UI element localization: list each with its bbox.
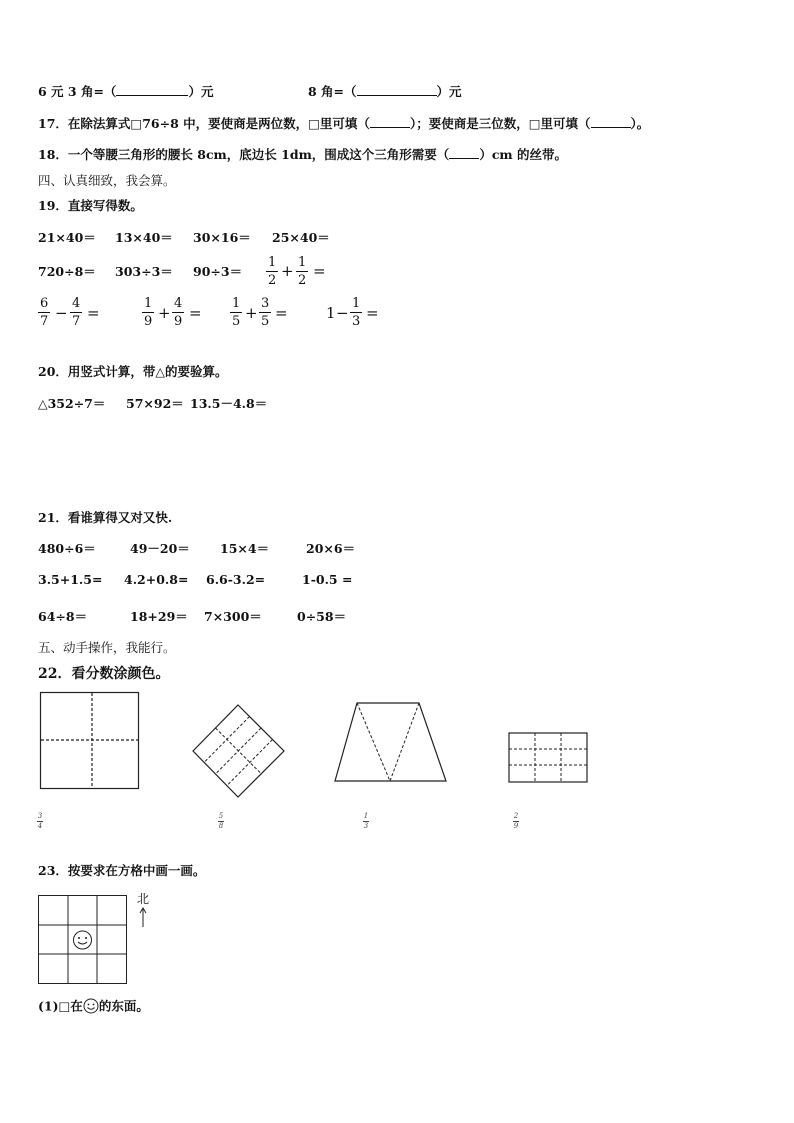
calc-item: 4.2+0.8= [124, 572, 189, 587]
calc-item: 6.6-3.2= [206, 572, 266, 587]
smiley-face-icon [74, 931, 92, 949]
equals: = [313, 262, 326, 280]
answer-blank[interactable] [370, 117, 410, 128]
equals: = [275, 304, 288, 322]
question-17: 17．在除法算式□76÷8 中，要使商是两位数，□里可填（ ）；要使商是三位数，□里可填（ ）。 [38, 116, 650, 131]
operator: + [158, 304, 171, 322]
calc-item: 30×16＝ [193, 230, 251, 245]
question-23-title: 23．按要求在方格中画一画。 [38, 863, 206, 878]
north-label: 北 [137, 892, 150, 906]
trapezoid-thirds-shape[interactable] [333, 701, 453, 781]
operator: + [281, 262, 294, 280]
fraction: 3 5 [261, 296, 270, 329]
calc-item: 303÷3＝ [115, 264, 173, 279]
fraction: 1 3 [352, 296, 361, 329]
north-arrow-icon [138, 906, 148, 928]
square-quarters-shape[interactable] [40, 692, 140, 792]
calc-item: 480÷6＝ [38, 541, 96, 556]
fraction-label: 5 8 [218, 812, 224, 830]
equals: = [366, 304, 379, 322]
calc-item: 0÷58＝ [297, 609, 347, 624]
question-20-title: 20．用竖式计算，带△的要验算。 [38, 364, 228, 379]
calc-item: 3.5+1.5= [38, 572, 103, 587]
fraction-label: 3 4 [37, 812, 43, 830]
answer-blank[interactable] [449, 148, 479, 159]
rectangle-ninths-shape[interactable] [508, 732, 590, 784]
smiley-face-icon [83, 998, 99, 1014]
calc-item: 20×6＝ [306, 541, 356, 556]
money-question-b: 8 角=（ ）元 [308, 84, 462, 99]
calc-item: 7×300＝ [204, 609, 262, 624]
calc-item: 720÷8＝ [38, 264, 96, 279]
calc-item: 49－20＝ [130, 541, 190, 556]
operator: − [336, 304, 349, 322]
section-heading-4: 四、认真细致，我会算。 [38, 173, 176, 188]
answer-blank[interactable] [357, 85, 437, 96]
answer-blank[interactable] [116, 85, 188, 96]
question-18: 18．一个等腰三角形的腰长 8cm，底边长 1dm，围成这个三角形需要（ ）cm 的丝带。 [38, 147, 568, 162]
calc-item: 13×40＝ [115, 230, 173, 245]
fraction: 1 9 [144, 296, 153, 329]
fraction: 1 2 [268, 255, 277, 288]
question-22-title: 22．看分数涂颜色。 [38, 666, 170, 682]
operator: + [245, 304, 258, 322]
fraction: 6 7 [40, 296, 49, 329]
fraction-label: 2 9 [513, 812, 519, 830]
fraction: 1 2 [298, 255, 307, 288]
question-19-title: 19．直接写得数。 [38, 198, 143, 213]
whole-number: 1 [326, 304, 336, 322]
calc-item: 25×40＝ [272, 230, 330, 245]
calc-item: 57×92＝ [126, 396, 184, 411]
calc-item: 90÷3＝ [193, 264, 243, 279]
fraction: 4 7 [72, 296, 81, 329]
fraction: 4 9 [174, 296, 183, 329]
money-question-a: 6 元 3 角=（ ）元 [38, 84, 214, 99]
drawing-grid[interactable] [38, 895, 128, 985]
calc-item: 64÷8＝ [38, 609, 88, 624]
question-21-title: 21．看谁算得又对又快. [38, 510, 173, 525]
fraction-label: 1 3 [363, 812, 369, 830]
calc-item: 21×40＝ [38, 230, 96, 245]
answer-blank[interactable] [591, 117, 631, 128]
operator: − [55, 304, 68, 322]
calc-item: 18+29＝ [130, 609, 188, 624]
question-23-sub1: (1)□在 的东面。 [38, 998, 149, 1014]
calc-item: △352÷7＝ [38, 396, 106, 411]
calc-item: 1-0.5 = [302, 572, 353, 587]
calc-item: 15×4＝ [220, 541, 270, 556]
fraction: 1 5 [232, 296, 241, 329]
equals: = [189, 304, 202, 322]
diamond-eighths-shape[interactable] [190, 702, 290, 802]
calc-item: 13.5－4.8＝ [190, 396, 268, 411]
equals: = [87, 304, 100, 322]
section-heading-5: 五、动手操作，我能行。 [38, 640, 176, 655]
